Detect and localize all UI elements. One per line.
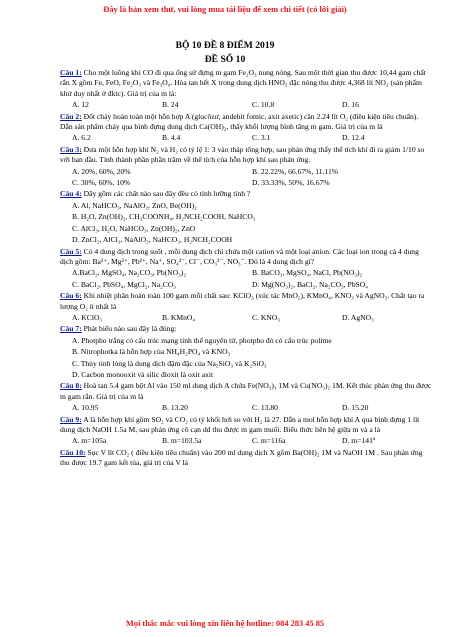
options-row bbox=[60, 100, 432, 110]
option-a: A.BaCl₂, MgSO₄, Na₂CO₃, Pb(NO₃)₂ bbox=[72, 268, 186, 278]
question-label: Câu 1: bbox=[60, 68, 82, 77]
option-a: A. KClO₃ bbox=[72, 312, 103, 322]
question-text: Sục V lít CO₂ ( điều kiện tiêu chuẩn) vào 200 ml dung dịch X gồm Ba(OH)₂ 1M và NaOH 1M . Sau phản ứng thu được 19.7 gam kết tủa, giá trị của V là bbox=[60, 447, 423, 468]
footer-banner: Mọi thắc mắc vui lòng xin liên hệ hotline: 084 283 45 85 bbox=[125, 619, 325, 628]
option-c: C. m=116a bbox=[252, 436, 286, 446]
question-label: Câu 9: bbox=[60, 414, 82, 424]
option-d: D. Mg(NO₃)₂, BaCl₂, Na₂CO₃, PbSO₄ bbox=[252, 279, 368, 289]
header-banner: Đây là bản xem thử, vui lòng mua tài liệu để xem chi tiết (có lời giải) bbox=[103, 5, 347, 14]
question-label: Câu 5: bbox=[60, 246, 82, 256]
question-label: Câu 4: bbox=[60, 189, 82, 199]
option-b: B. 22.22%, 66.67%, 11.11% bbox=[252, 166, 339, 176]
question-label: Câu 8: bbox=[60, 381, 82, 391]
options-row bbox=[60, 436, 432, 446]
option-d: D. AgNO₃ bbox=[342, 312, 374, 322]
question-label: Câu 3: bbox=[60, 144, 82, 154]
question-5 bbox=[60, 247, 432, 268]
options-row bbox=[60, 178, 432, 188]
question-text: Hoà tan 5.4 gam bột Al vào 150 ml dung dịch A chứa Fe(NO₃)₃ 1M và Cu(NO₃)₂ 1M. Kết thúc phản ứng thu được m gam rắn. Giá trị của m là bbox=[60, 381, 432, 401]
option-c: C. BaCl₂, PbSO₄, MgCl₂, Na₂CO₃ bbox=[72, 279, 176, 289]
question-text: Dãy gồm các chất nào sau đây đều có tính lưỡng tính ? bbox=[81, 189, 251, 199]
question-7 bbox=[60, 324, 432, 334]
option-a: A. 12 bbox=[72, 100, 89, 110]
question-9 bbox=[60, 415, 432, 436]
option-b: B. 4.4 bbox=[162, 133, 181, 143]
options-row bbox=[60, 280, 432, 290]
question-text: A là hỗn hợp khí gồm SO₂ và CO₂ có tỷ khối hơi so với H₂ là 27. Dẫn a mol hỗn hợp khí A qua bình đựng 1 lít dung dịch NaOH 1.5a M, sau phản ứng cô cạn dd thu được m gam muối. Biểu thức liên hệ giữa m và a là bbox=[60, 414, 420, 434]
option-d: D. 12.4 bbox=[342, 133, 365, 143]
question-label: Câu 6: bbox=[60, 291, 82, 301]
option-b: B. KMnO₄ bbox=[162, 312, 196, 322]
option-a: A. 20%, 60%, 20% bbox=[72, 166, 131, 176]
question-list bbox=[60, 68, 432, 469]
option-d: D. m=141ª bbox=[342, 436, 375, 446]
option-a: A. Al, NaHCO₃, NaAlO₂, ZnO, Be(OH)₂ bbox=[72, 200, 197, 210]
option-c: C. KNO₃ bbox=[252, 312, 280, 322]
options-row bbox=[60, 167, 432, 177]
option-c: C. 13.80 bbox=[252, 403, 278, 413]
options-row bbox=[60, 403, 432, 413]
question-text: Đốt cháy hoàn toàn một hỗn hợp A (glucôzơ, andehit fomic, axit axetic) cần 2.24 lít O₂ (điều kiện tiêu chuẩn). Dẫn sản phẩm cháy qua bình đựng dung dịch Ca(OH)₂, thấy khối lượng bình tăng m gam. Giá trị của m là bbox=[60, 111, 419, 132]
options-row bbox=[60, 133, 432, 143]
option-d: D. 16 bbox=[342, 100, 359, 110]
option-a: A. 10.95 bbox=[72, 403, 99, 413]
question-text: Đưa một hỗn hợp khí N₂ và H₂ có tỷ lệ 1: 3 vào tháp tổng hợp, sau phản ứng thấy thể tích khí đi ra giảm 1/10 so với ban đầu. Tính thành phần phần trăm về thể tích của hỗn hợp khí sau phản ứng. bbox=[60, 144, 425, 165]
question-text: Cho một luồng khí CO đi qua ống sứ đựng m gam Fe₂O₃ nung nóng. Sau một thời gian thu được 10,44 gam chất rắn X gồm Fe, FeO, Fe₂O₃ và Fe₃O₄. Hòa tan hết X trong dung dịch HNO₃ đặc nóng thu được 4,368 lít NO₂ (sản phẩm khử duy nhất ở đktc). Giá trị của m là: bbox=[60, 68, 426, 98]
question-2 bbox=[60, 112, 432, 133]
doc-subtitle: ĐỀ SỐ 10 bbox=[204, 54, 246, 65]
question-label: Câu 10: bbox=[60, 447, 86, 457]
options-row bbox=[60, 268, 432, 278]
question-3 bbox=[60, 145, 432, 166]
question-label: Câu 2: bbox=[60, 111, 82, 121]
option-c: C. Thủy tinh lỏng là dung dịch đậm đặc của Na₂SiO₃ và K₂SiO₃ bbox=[72, 358, 267, 368]
option-b: B. 24 bbox=[162, 100, 179, 110]
option-b: B. m=103.5a bbox=[162, 436, 202, 446]
option-d: D. ZnCl₂, AlCl₃, NaAlO₂, NaHCO₃, H₂NCH₂COOH bbox=[72, 235, 233, 245]
option-b: B. BaCO₃, MgSO₄, NaCl, Pb(NO₃)₂ bbox=[252, 268, 363, 278]
doc-title: BỘ 10 ĐỀ 8 ĐIỂM 2019 bbox=[175, 40, 275, 51]
question-text: Phát biểu nào sau đây là đúng: bbox=[81, 324, 177, 334]
option-a: A. Photpho trắng có cấu trúc mạng tinh thể nguyên tử, photpho đỏ có cấu trúc polime bbox=[72, 335, 332, 345]
question-10 bbox=[60, 448, 432, 469]
option-d: D. Cacbon monooxit và silic đioxit là oxit axit bbox=[72, 369, 214, 379]
option-c: C. 30%, 60%, 10% bbox=[72, 178, 131, 188]
option-b: B. Nitrophotka là hỗn hợp của NH₄H₂PO₄ và KNO₃ bbox=[72, 347, 231, 357]
option-a: A. m=105a bbox=[72, 436, 107, 446]
title-block bbox=[0, 39, 450, 67]
options-row bbox=[60, 313, 432, 323]
question-label: Câu 7: bbox=[60, 324, 82, 334]
option-c: C. AlCl₃, H₂O, NaHCO₃, Zn(OH)₂, ZnO bbox=[72, 223, 196, 233]
question-text: Khi nhiệt phân hoàn toàn 100 gam mỗi chất sau: KClO₃ (xúc tác MnO₂), KMnO₄, KNO₃ và AgNO₃. Chất tạo ra lượng O₂ ít nhất là bbox=[60, 291, 425, 311]
question-text: Có 4 dung dịch trong suốt , mỗi dung dịch chỉ chứa một cation và một loại anion. Các loại ion trong cả 4 dung dịch gồm: Ba²⁺, Mg²⁺, Pb²⁺, Na⁺, SO₄²⁻, Cl⁻, CO₃²⁻, NO₃⁻. Đó là 4 dung dịch gì? bbox=[60, 246, 419, 266]
option-b: B. H₂O, Zn(OH)₂, CH₃COONH₄, H₂NCH₂COOH, NaHCO₃ bbox=[72, 212, 256, 222]
question-8 bbox=[60, 381, 432, 402]
option-d: D. 15.20 bbox=[342, 403, 369, 413]
question-1 bbox=[60, 68, 432, 99]
option-c: C. 10.8 bbox=[252, 100, 275, 110]
option-b: B. 13.20 bbox=[162, 403, 188, 413]
option-a: A. 6.2 bbox=[72, 133, 91, 143]
option-c: C. 3.1 bbox=[252, 133, 271, 143]
question-6 bbox=[60, 291, 432, 312]
question-4 bbox=[60, 189, 432, 199]
option-d: D. 33.33%, 50%, 16.67% bbox=[252, 178, 330, 188]
